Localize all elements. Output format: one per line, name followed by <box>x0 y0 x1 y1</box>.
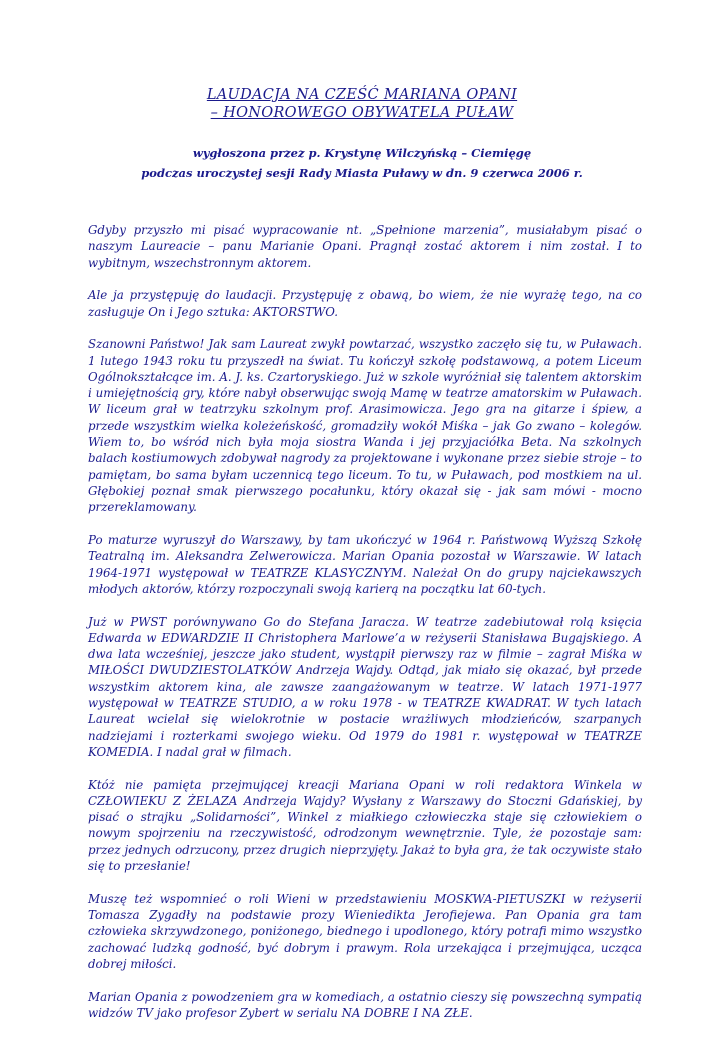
paragraph: Któż nie pamięta przejmującej kreacji Mariana Opani w roli redaktora Winkela w CZŁOWIEKU Z ŻELAZA Andrzeja Wajdy? Wysłany z Warszawy do Stoczni Gdańskiej, by pisać o strajku „Solidarności”, Winkel z miałkiego człowieczka staje się człowiekiem o nowym spojrzeniu na rzeczywistość, odrodzonym wewnętrznie. Tyle, że pozostaje sam: przez jednych odrzucony, przez drugich nieprzyjęty. Jakaż to była gra, że tak oczywiste stało się to przesłanie! <box>88 777 642 874</box>
subtitle-line-2: podczas uroczystej sesji Rady Miasta Puławy w dn. 9 czerwca 2006 r. <box>141 166 583 180</box>
document-title <box>0 86 724 122</box>
paragraph: Ale ja przystępuję do laudacji. Przystępuję z obawą, bo wiem, że nie wyrażę tego, na co zasługuje On i Jego sztuka: AKTORSTWO. <box>88 288 642 319</box>
subtitle-line-1: wygłoszona przez p. Krystynę Wilczyńską – Ciemięgę <box>192 146 532 160</box>
title-line-1: LAUDACJA NA CZEŚĆ MARIANA OPANI <box>206 87 518 103</box>
paragraph: Już w PWST porównywano Go do Stefana Jaracza. W teatrze zadebiutował rolą księcia Edwarda w EDWARDZIE II Christophera Marlowe’a w reżyserii Stanisława Bugajskiego. A dwa lata wcześniej, jeszcze jako student, wystąpił pierwszy raz w filmie – zagrał Miśka w MIŁOŚCI DWUDZIESTOLATKÓW Andrzeja Wajdy. Odtąd, jak miało się okazać, był przede wszystkim aktorem kina, ale zawsze zaangażowanym w teatrze. W latach 1971-1977 występował w TEATRZE STUDIO, a w roku 1978 - w TEATRZE KWADRAT. W tych latach Laureat wcielał się wielokrotnie w postacie wrażliwych młodzieńców, szarpanych nadziejami i rozterkami swojego wieku. Od 1979 do 1981 r. występował w TEATRZE KOMEDIA. I nadal grał w filmach. <box>88 614 642 759</box>
paragraph: Muszę też wspomnieć o roli Wieni w przedstawieniu MOSKWA-PIETUSZKI w reżyserii Tomasza Zygadły na podstawie prozy Wieniedikta Jerofiejewa. Pan Opania gra tam człowieka skrzywdzonego, poniżonego, biednego i upodlonego, który potrafi mimo wszystko zachować ludzką godność, być dobrym i prawym. Rola urzekająca i przejmująca, ucząca dobrej miłości. <box>88 891 642 971</box>
title-line-2: – HONOROWEGO OBYWATELA PUŁAW <box>210 105 514 121</box>
paragraph: Marian Opania z powodzeniem gra w komediach, a ostatnio cieszy się powszechną sympatią widzów TV jako profesor Zybert w serialu NA DOBRE I NA ZŁE. <box>88 989 642 1020</box>
paragraph: Szanowni Państwo! Jak sam Laureat zwykł powtarzać, wszystko zaczęło się tu, w Puławach. 1 lutego 1943 roku tu przyszedł na świat. Tu kończył szkołę podstawową, a potem Liceum Ogólnokształcące im. A. J. ks. Czartoryskiego. Już w szkole wyróżniał się talentem aktorskim i umiejętnością gry, które nabył obserwując swoją Mamę w teatrze amatorskim w Puławach. W liceum grał w teatrzyku szkolnym prof. Arasimowicza. Jego gra na gitarze i śpiew, a przede wszystkim wielka koleżeńskość, gromadziły wokół Miśka – jak Go zwano – kolegów. Wiem to, bo wśród nich była moja siostra Wanda i jej przyjaciółka Beta. Na szkolnych balach kostiumowych zdobywał nagrody za projektowane i wykonane przez siebie stroje – to pamiętam, bo sama byłam uczennicą tego liceum. To tu, w Puławach, pod mostkiem na ul. Głębokiej poznał smak pierwszego pocałunku, który okazał się - jak sam mówi - mocno przereklamowany. <box>88 337 642 515</box>
paragraph: Po maturze wyruszył do Warszawy, by tam ukończyć w 1964 r. Państwową Wyższą Szkołę Teatralną im. Aleksandra Zelwerowicza. Marian Opania pozostał w Warszawie. W latach 1964-1971 występował w TEATRZE KLASYCZNYM. Należał On do grupy najciekawszych młodych aktorów, którzy rozpoczynali swoją karierą na początku lat 60-tych. <box>88 532 642 596</box>
document-body <box>88 222 642 1038</box>
document-subtitle <box>0 143 724 183</box>
paragraph: Gdyby przyszło mi pisać wypracowanie nt. „Spełnione marzenia”, musiałabym pisać o naszym Laureacie – panu Marianie Opani. Pragnął zostać aktorem i nim został. I to wybitnym, wszechstronnym aktorem. <box>88 223 642 270</box>
